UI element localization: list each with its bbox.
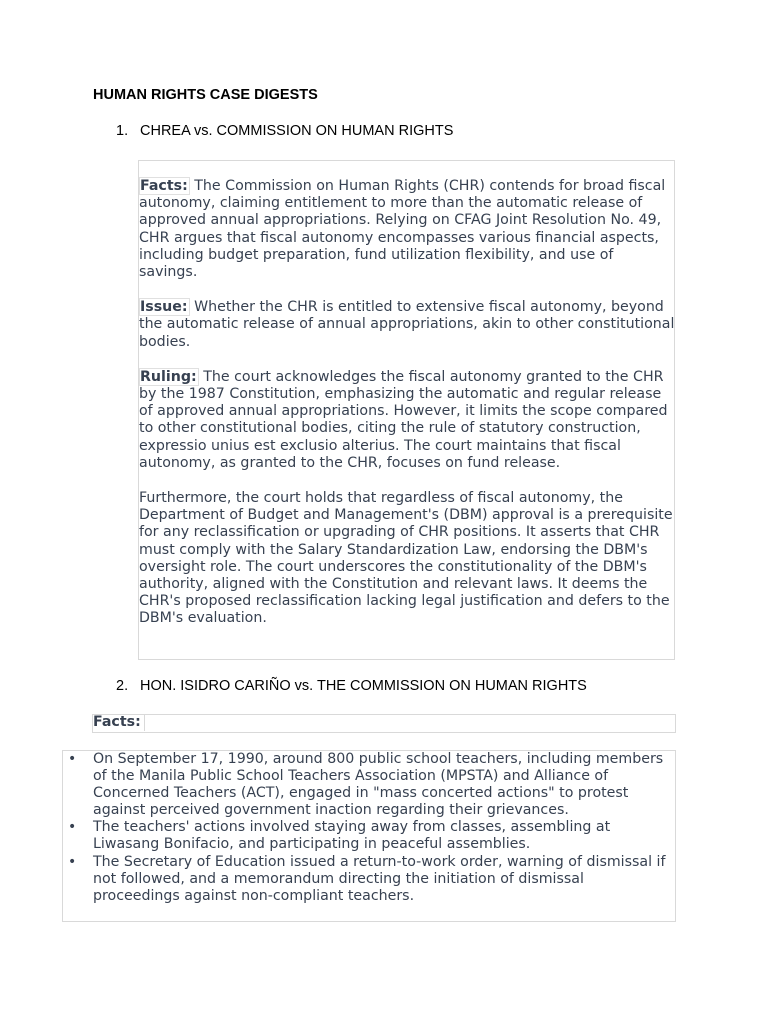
list-item: • On September 17, 1990, around 800 public school teachers, including members of the Manila Public School Teachers Association (MPSTA) and Alliance of Concerned Teachers (ACT), engaged in "mass concerted actions" to protest against perceived government inaction regarding their grievances. bbox=[62, 751, 672, 819]
case-2-title: HON. ISIDRO CARIÑO vs. THE COMMISSION ON HUMAN RIGHTS bbox=[140, 678, 587, 694]
case-1-issue-text: Whether the CHR is entitled to extensive fiscal autonomy, beyond the automatic release of annual appropriations, akin to other constitutional bodies. bbox=[139, 299, 675, 350]
case-1-issue bbox=[139, 299, 675, 351]
case-1-title: CHREA vs. COMMISSION ON HUMAN RIGHTS bbox=[140, 123, 454, 139]
case-1-number: 1. bbox=[116, 123, 129, 139]
document-title: HUMAN RIGHTS CASE DIGESTS bbox=[93, 87, 318, 103]
list-item: • The teachers' actions involved staying away from classes, assembling at Liwasang Bonifacio, and participating in peaceful assemblies. bbox=[62, 819, 672, 853]
case-1-heading bbox=[116, 123, 453, 139]
issue-label: Issue: bbox=[140, 299, 188, 316]
case-2-number: 2. bbox=[116, 678, 129, 694]
facts-label: Facts: bbox=[140, 178, 188, 194]
case-1-ruling bbox=[139, 369, 675, 472]
case-1-ruling-text: The court acknowledges the fiscal autonomy granted to the CHR by the 1987 Constitution, emphasizing the automatic and regular release of approved annual appropriations. However, it limits the scope compared to other constitutional bodies, citing the rule of statutory construction, expressio unius est exclusio alterius. The court maintains that fiscal autonomy, as granted to the CHR, focuses on fund release. bbox=[139, 368, 668, 471]
case-2-heading bbox=[116, 678, 587, 694]
case-1-facts bbox=[139, 178, 675, 281]
case-2-facts-list bbox=[62, 751, 672, 905]
case-1-furthermore: Furthermore, the court holds that regardless of fiscal autonomy, the Department of Budget and Management's (DBM) approval is a prerequisite for any reclassification or upgrading of CHR positions. It asserts that CHR must comply with the Salary Standardization Law, endorsing the DBM's oversight role. The court underscores the constitutionality of the DBM's authority, aligned with the Constitution and relevant laws. It deems the CHR's proposed reclassification lacking legal justification and defers to the DBM's evaluation. bbox=[139, 490, 673, 627]
case-1-facts-text: The Commission on Human Rights (CHR) contends for broad fiscal autonomy, claiming entitlement to more than the automatic release of approved annual appropriations. Relying on CFAG Joint Resolution No. 49, CHR argues that fiscal autonomy encompasses various financial aspects, including budget preparation, fund utilization flexibility, and use of savings. bbox=[139, 178, 666, 281]
ruling-label: Ruling: bbox=[140, 368, 197, 385]
case-2-facts-label: Facts: bbox=[93, 714, 145, 731]
list-item: • The Secretary of Education issued a return-to-work order, warning of dismissal if not followed, and a memorandum directing the initiation of dismissal proceedings against non-compliant teachers. bbox=[62, 854, 672, 905]
case-2-facts-box bbox=[92, 714, 676, 733]
case-1-digest bbox=[139, 178, 675, 646]
